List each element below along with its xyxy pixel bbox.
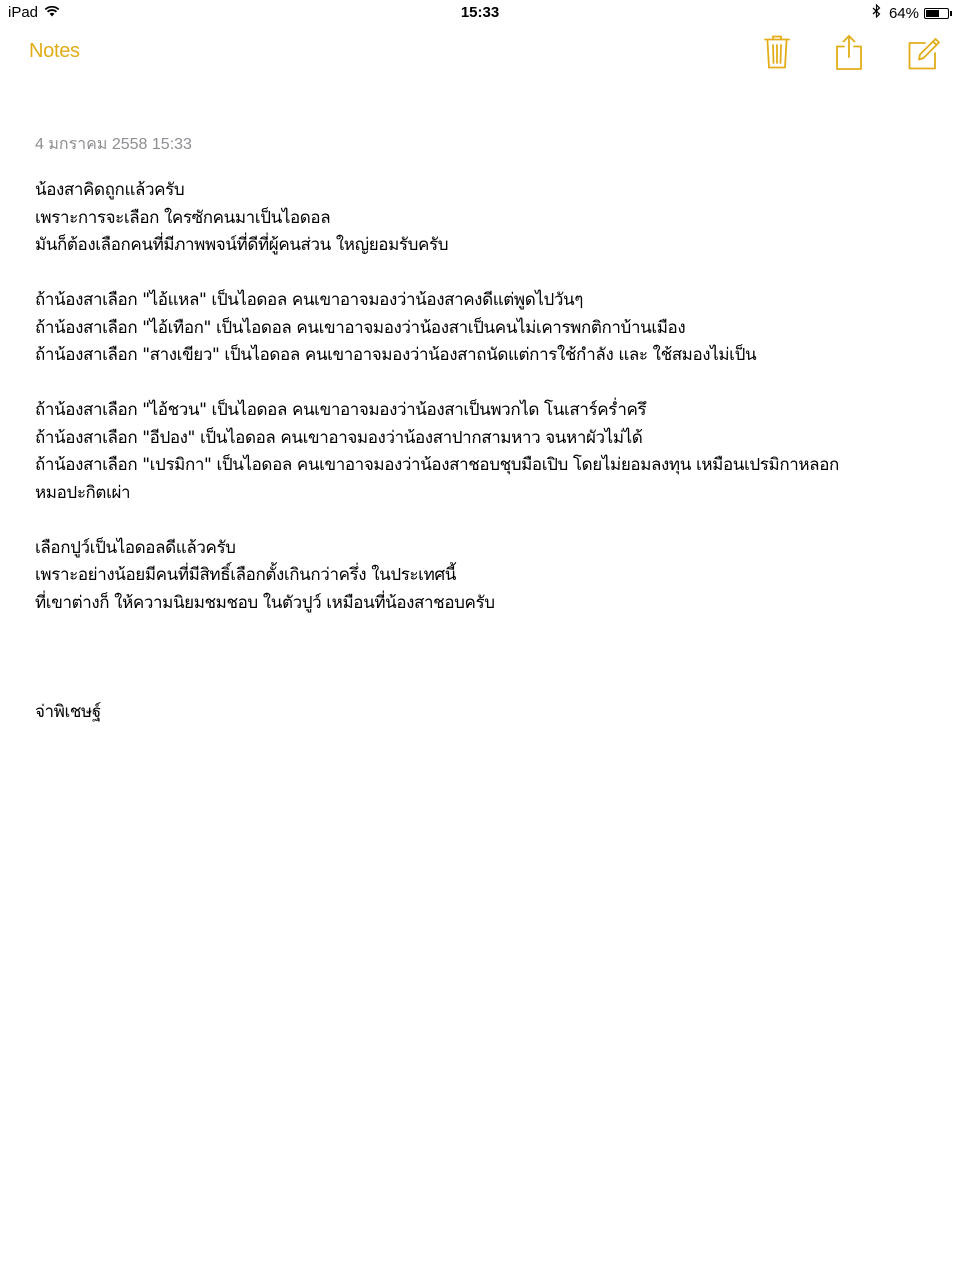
note-line: เพราะอย่างน้อยมีคนที่มีสิทธิ์เลือกตั้งเกินกว่าครึ่ง ในประเทศนี้ [35, 565, 456, 585]
note-line: ถ้าน้องสาเลือก "ไอ้เทือก" เป็นไอดอล คนเขาอาจมองว่าน้องสาเป็นคนไม่เคารพกติกาบ้านเมือง [35, 317, 686, 338]
battery-level [926, 10, 939, 17]
note-content[interactable] [35, 132, 925, 727]
note-line: มันก็ต้องเลือกคนที่มีภาพพจน์ที่ดีที่ผู้คนส่วน ใหญ่ยอมรับครับ [35, 235, 449, 255]
blank-line [35, 260, 925, 288]
share-icon[interactable] [832, 34, 866, 70]
note-line: ถ้าน้องสาเลือก "ไอ้ชวน" เป็นไอดอล คนเขาอาจมองว่าน้องสาเป็นพวกได โนเสาร์คร่ำครึ [35, 400, 647, 420]
note-line: น้องสาคิดถูกแล้วครับ [35, 180, 185, 200]
note-signature: จ่าพิเชษฐ์ [35, 702, 101, 722]
blank-line [35, 370, 925, 398]
note-line: ถ้าน้องสาเลือก "สางเขียว" เป็นไอดอล คนเขาอาจมองว่าน้องสาถนัดแต่การใช้กำลัง และ ใช้สมองไม่เป็น [35, 345, 757, 365]
note-line: หมอปะกิตเผ่า [35, 482, 131, 503]
blank-line [35, 507, 925, 535]
note-line: ถ้าน้องสาเลือก "อีปอง" เป็นไอดอล คนเขาอาจมองว่าน้องสาปากสามหาว จนหาผัวไม่ได้ [35, 427, 643, 448]
device-name: iPad [8, 4, 39, 21]
notes-back-button[interactable]: Notes [29, 40, 80, 62]
battery-icon [924, 8, 949, 19]
note-body[interactable] [35, 177, 925, 727]
clock: 15:33 [460, 4, 500, 21]
note-line: เพราะการจะเลือก ใครซักคนมาเป็นไอดอล [35, 207, 331, 228]
trash-icon[interactable] [760, 34, 794, 70]
navigation-bar [0, 26, 960, 86]
note-line: ถ้าน้องสาเลือก "ไอ้แหล" เป็นไอดอล คนเขาอาจมองว่าน้องสาคงดีแต่พูดไปวันๆ [35, 290, 584, 310]
status-bar [0, 0, 960, 26]
note-line: ถ้าน้องสาเลือก "เปรมิกา" เป็นไอดอล คนเขาอาจมองว่าน้องสาชอบชุบมือเปิบ โดยไม่ยอมลงทุน เหมือนเปรมิกาหลอก [35, 455, 839, 475]
battery-percent: 64% [888, 4, 919, 22]
battery-nub [950, 11, 952, 16]
note-date: 4 มกราคม 2558 15:33 [35, 136, 192, 153]
status-right [872, 4, 952, 22]
note-line: เลือกปูว์เป็นไอดอลดีแล้วครับ [35, 537, 236, 558]
bluetooth-icon [872, 4, 881, 22]
compose-icon[interactable] [906, 34, 940, 70]
blank-space [35, 617, 925, 699]
note-line: ที่เขาต่างก็ ให้ความนิยมชมชอบ ในตัวปูว์ เหมือนที่น้องสาชอบครับ [35, 592, 495, 613]
